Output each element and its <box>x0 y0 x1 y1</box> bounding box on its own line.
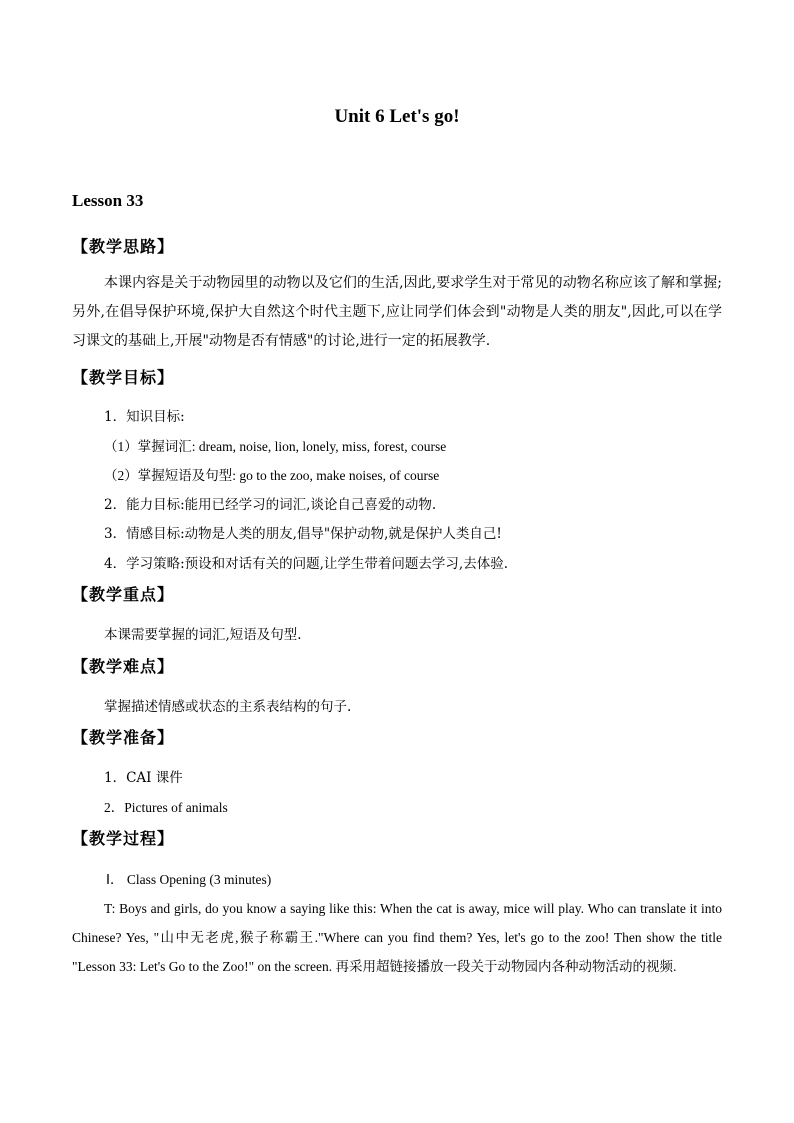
teaching-thinking-paragraph: 本课内容是关于动物园里的动物以及它们的生活,因此,要求学生对于常见的动物名称应该了解和掌握;另外,在倡导保护环境,保护大自然这个时代主题下,应让同学们体会到"动物是人类的朋友",因此,可以在学习课文的基础上,开展"动物是否有情感"的讨论,进行一定的拓展教学. <box>72 275 722 349</box>
difficulties-text: 掌握描述情感或状态的主系表结构的句子. <box>104 699 352 715</box>
lesson-title: Lesson 33 <box>72 191 144 210</box>
heading-difficulties: 【教学难点】 <box>72 657 175 676</box>
preparation-item: 2．Pictures of animals <box>104 800 228 815</box>
key-points-text: 本课需要掌握的词汇,短语及句型. <box>104 627 302 643</box>
objective-item: （2）掌握短语及句型: go to the zoo, make noises, of course <box>104 468 440 483</box>
objective-item: 4．学习策略:预设和对话有关的问题,让学生带着问题去学习,去体验. <box>104 556 509 572</box>
objective-item: （1）掌握词汇: dream, noise, lion, lonely, miss, forest, course <box>104 439 447 454</box>
document-title: Unit 6 Let's go! <box>334 106 460 127</box>
objective-item: 2．能力目标:能用已经学习的词汇,谈论自己喜爱的动物. <box>104 497 437 513</box>
heading-key-points: 【教学重点】 <box>72 585 175 604</box>
heading-preparation: 【教学准备】 <box>72 728 175 747</box>
objective-item: 1．知识目标: <box>104 409 185 425</box>
heading-teaching-process: 【教学过程】 <box>72 829 175 848</box>
process-step-title: Ⅰ． Class Opening (3 minutes) <box>106 872 272 887</box>
preparation-item: 1．CAI 课件 <box>104 770 183 786</box>
heading-teaching-objectives: 【教学目标】 <box>72 368 175 387</box>
heading-teaching-thinking: 【教学思路】 <box>72 237 175 256</box>
objective-item: 3．情感目标:动物是人类的朋友,倡导"保护动物,就是保护人类自己! <box>104 526 502 542</box>
process-paragraph: T: Boys and girls, do you know a saying like this: When the cat is away, mice will play. Who can translate it into Chinese? Yes, "山中无老虎,猴子称霸王."Where can you find them? Yes, let's go to the zoo! Then show the title "Lesson 33: Let's Go to the Zoo!" on the screen. 再采用超链接播放一段关于动物园内各种动物活动的视频. <box>72 901 722 974</box>
